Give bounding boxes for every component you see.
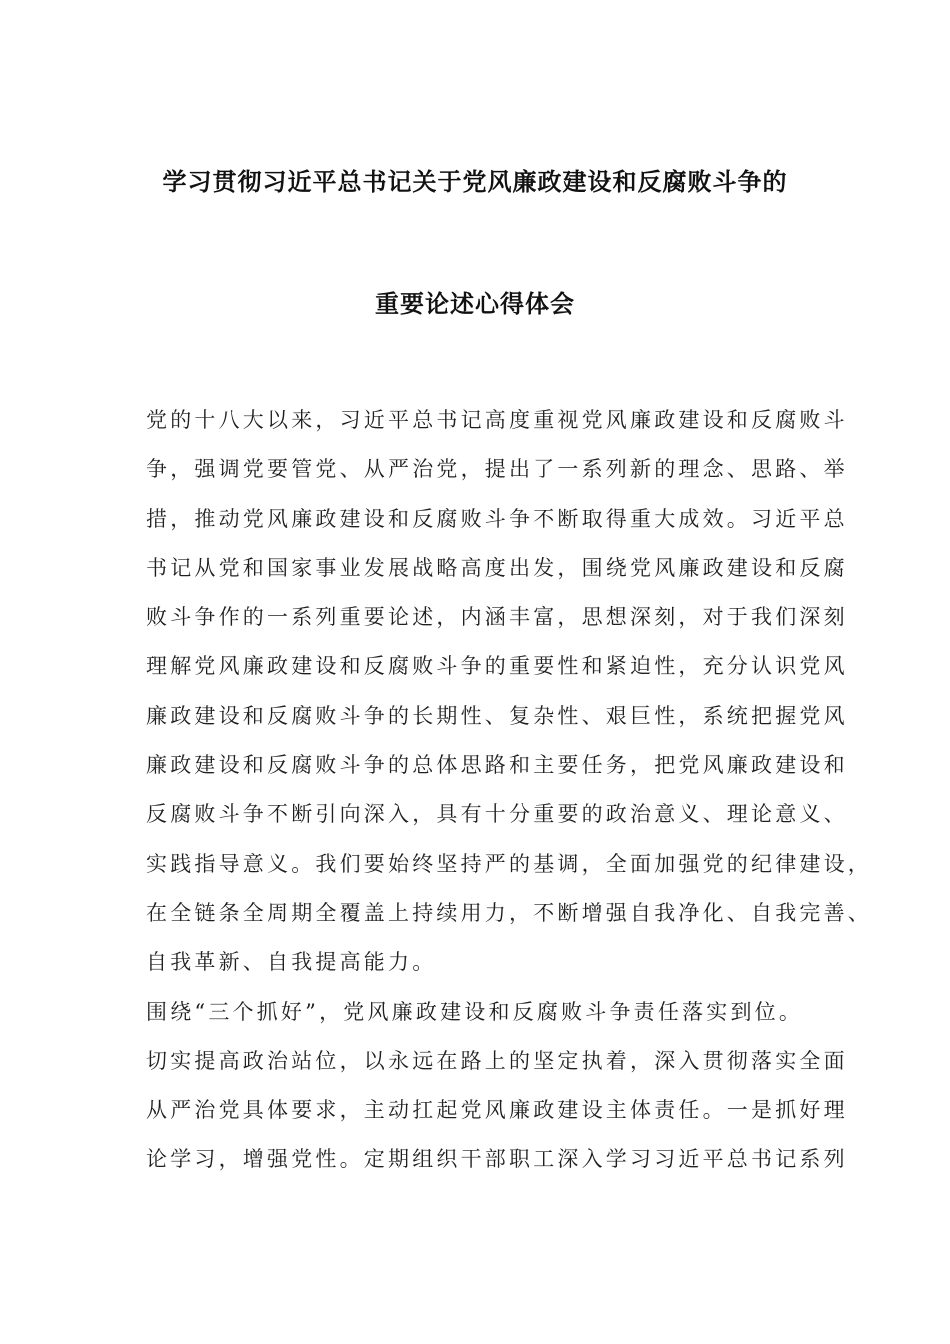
document-title-line-1: 学习贯彻习近平总书记关于党风廉政建设和反腐败斗争的 (162, 168, 788, 196)
body-line: 党的十八大以来，习近平总书记高度重视党风廉政建设和反腐败斗 (146, 408, 848, 432)
body-line: 实践指导意义。我们要始终坚持严的基调，全面加强党的纪律建设， (146, 851, 872, 876)
body-line: 从严治党具体要求，主动扛起党风廉政建设主体责任。一是抓好理 (146, 1098, 848, 1123)
body-line: 在全链条全周期全覆盖上持续用力，不断增强自我净化、自我完善、 (146, 900, 872, 925)
document-title-line-2: 重要论述心得体会 (375, 290, 575, 318)
body-line: 理解党风廉政建设和反腐败斗争的重要性和紧迫性，充分认识党风 (146, 654, 848, 679)
body-line: 切实提高政治站位，以永远在路上的坚定执着，深入贯彻落实全面 (146, 1048, 848, 1073)
body-line: 自我革新、自我提高能力。 (146, 950, 437, 975)
body-line: 败斗争作的一系列重要论述，内涵丰富，思想深刻，对于我们深刻 (146, 605, 848, 630)
body-line: 廉政建设和反腐败斗争的总体思路和主要任务，把党风廉政建设和 (146, 753, 848, 778)
body-line: 围绕“三个抓好”，党风廉政建设和反腐败斗争责任落实到位。 (146, 999, 804, 1024)
document-body (146, 396, 872, 1185)
body-line: 反腐败斗争不断引向深入，具有十分重要的政治意义、理论意义、 (146, 802, 848, 827)
body-line: 论学习，增强党性。定期组织干部职工深入学习习近平总书记系列 (146, 1147, 848, 1172)
body-line: 争，强调党要管党、从严治党，提出了一系列新的理念、思路、举 (146, 457, 848, 482)
body-line: 廉政建设和反腐败斗争的长期性、复杂性、艰巨性，系统把握党风 (146, 703, 848, 728)
body-line: 书记从党和国家事业发展战略高度出发，围绕党风廉政建设和反腐 (146, 555, 848, 580)
body-line: 措，推动党风廉政建设和反腐败斗争不断取得重大成效。习近平总 (146, 506, 848, 531)
